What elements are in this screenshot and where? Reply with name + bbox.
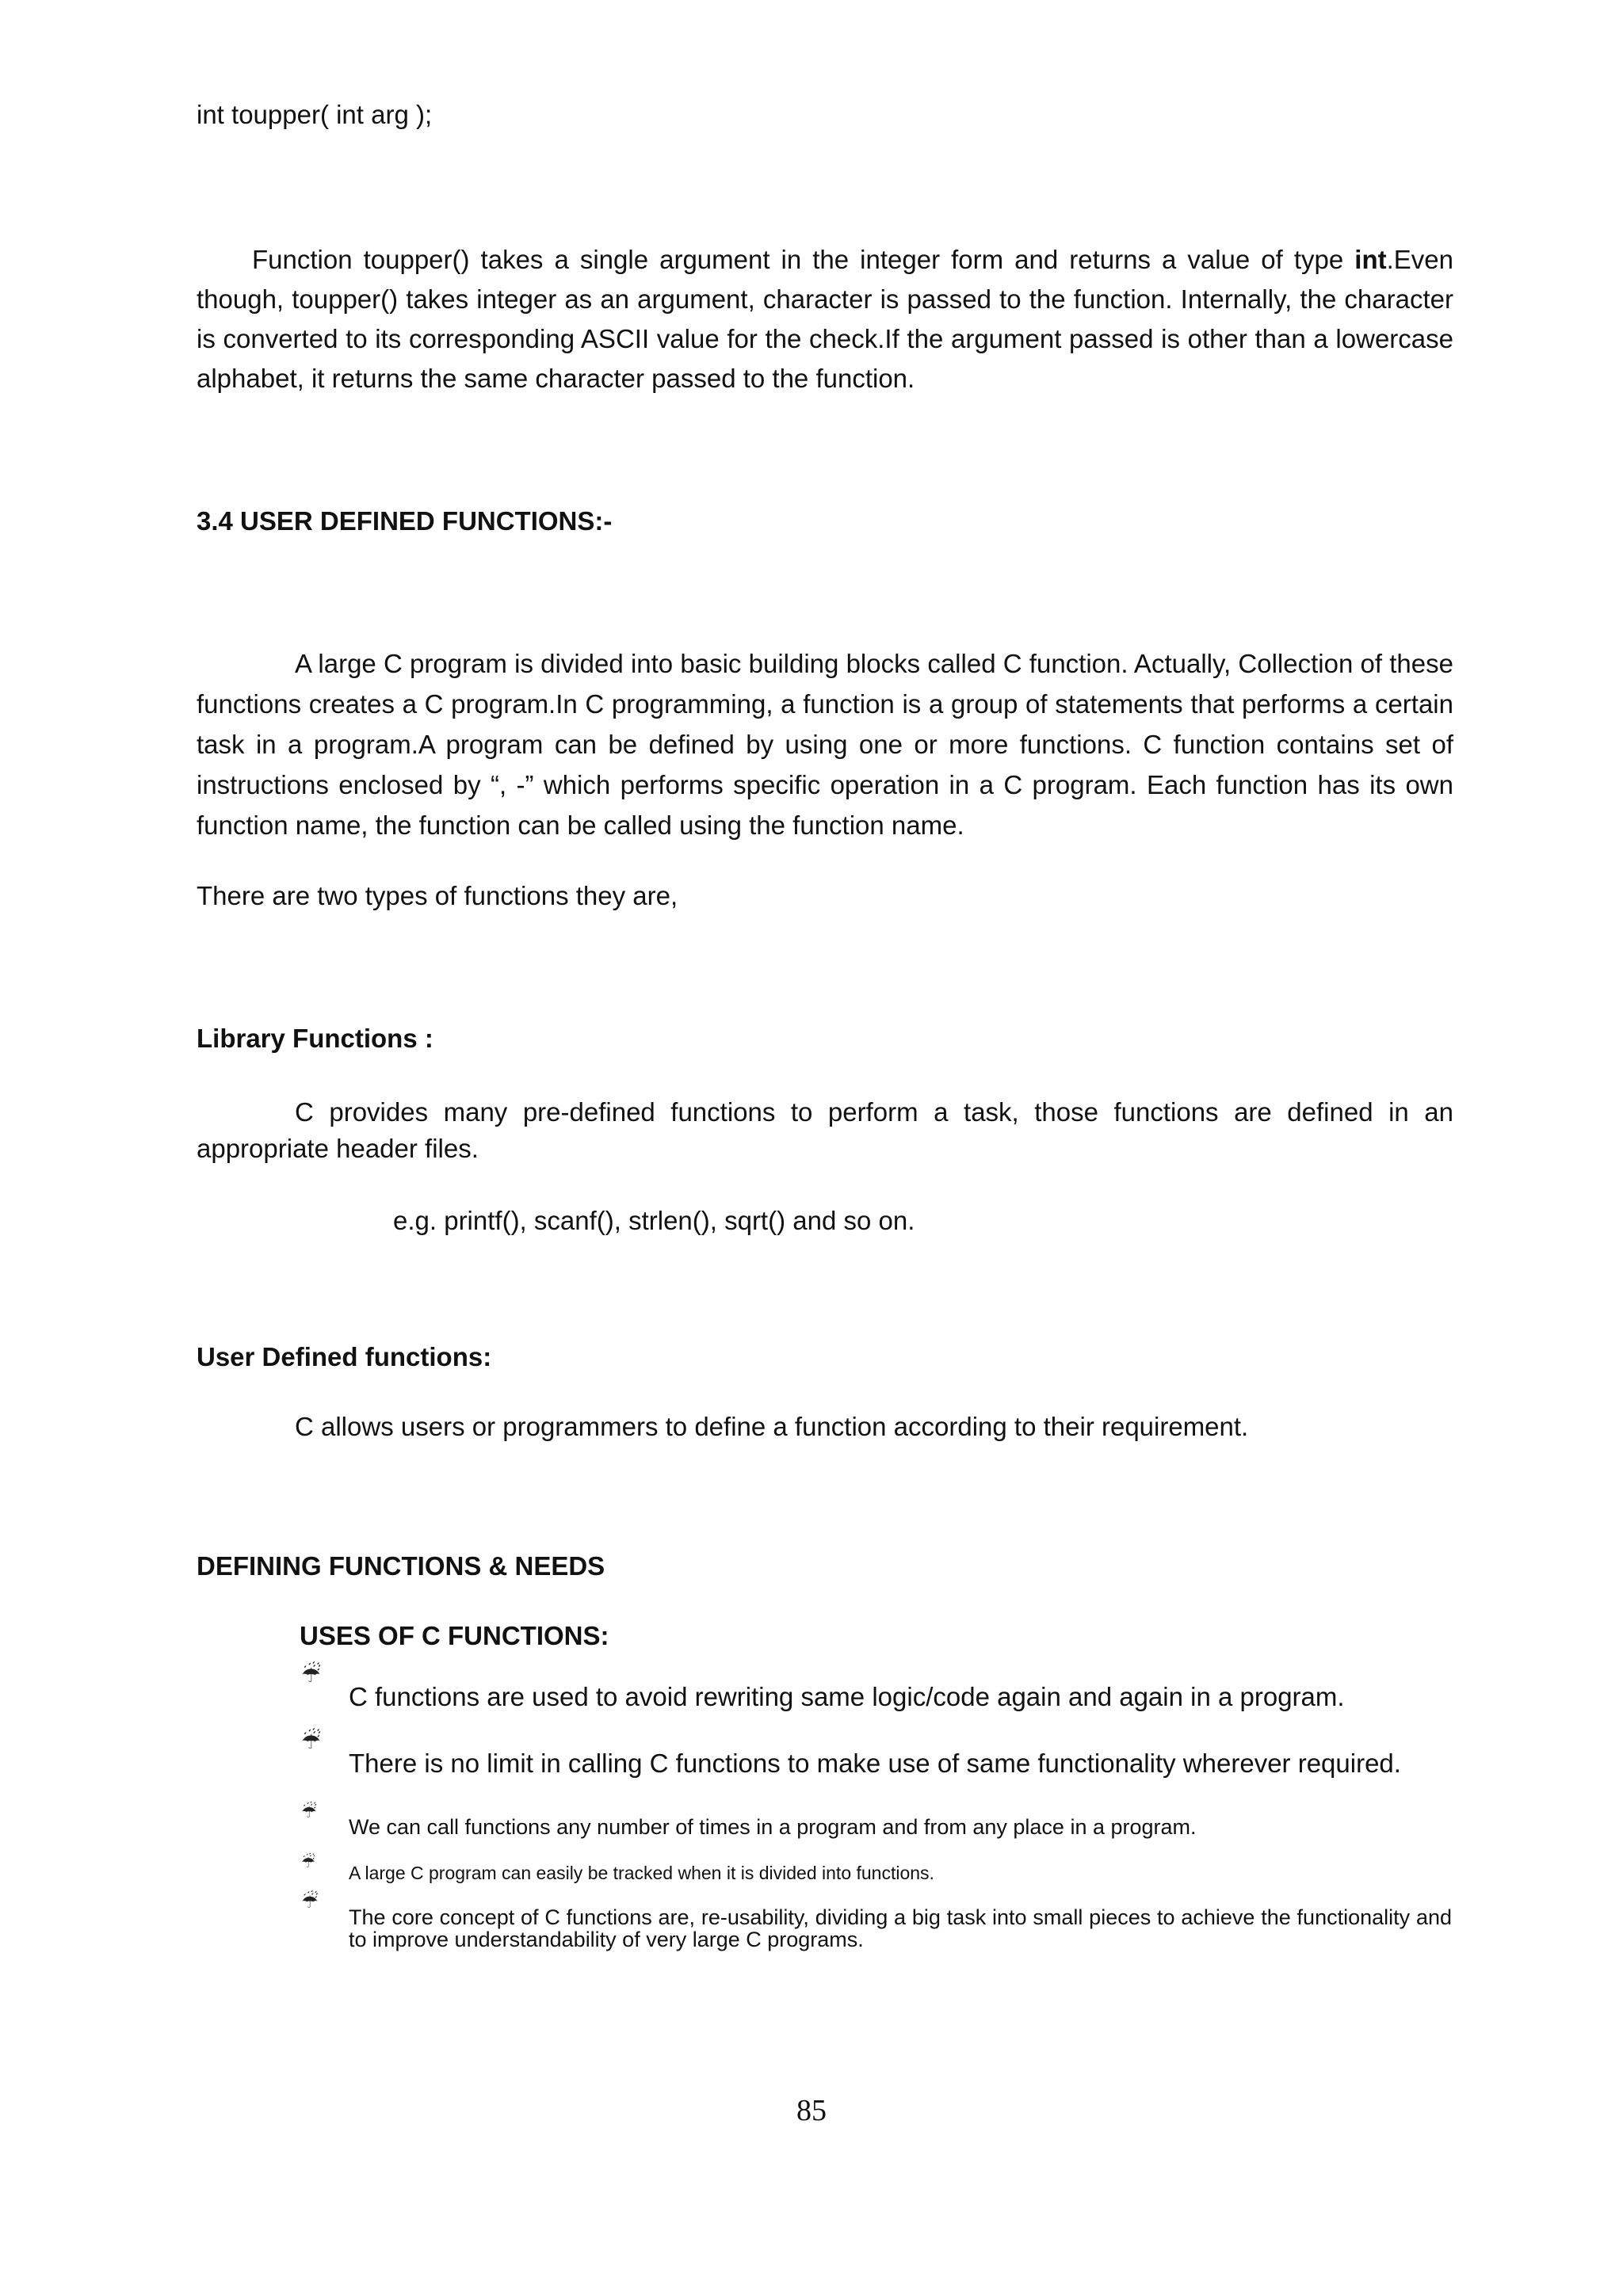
library-functions-example: e.g. printf(), scanf(), strlen(), sqrt() and so on. bbox=[393, 1206, 915, 1235]
list-item-text: The core concept of C functions are, re-usability, dividing a big task into small pieces to achieve the functionality and to improve understandability of very large C programs. bbox=[349, 1905, 1452, 1951]
list-item-text: C functions are used to avoid rewriting same logic/code again and again in a program. bbox=[349, 1682, 1345, 1711]
list-item bbox=[295, 1802, 1452, 1840]
user-defined-body: C allows users or programmers to define a function according to their requirement. bbox=[295, 1412, 1249, 1441]
defining-functions-heading: DEFINING FUNCTIONS & NEEDS bbox=[197, 1551, 605, 1581]
toupper-description bbox=[197, 240, 1453, 399]
toupper-description-bold: int bbox=[1354, 245, 1387, 274]
uses-heading: USES OF C FUNCTIONS: bbox=[300, 1621, 609, 1650]
umbrella-rain-icon: ☔ bbox=[301, 1852, 315, 1871]
uses-list bbox=[295, 1661, 1452, 1951]
list-item-text: There is no limit in calling C functions to make use of same functionality wherever required. bbox=[349, 1749, 1401, 1778]
toupper-description-lead: Function toupper() takes a single argument in the integer form and returns a value of type bbox=[252, 245, 1355, 274]
list-item bbox=[295, 1890, 1452, 1951]
umbrella-rain-icon: ☔ bbox=[301, 1802, 317, 1822]
user-defined-heading: User Defined functions: bbox=[197, 1342, 492, 1371]
umbrella-rain-icon: ☔ bbox=[301, 1728, 322, 1754]
library-functions-heading: Library Functions : bbox=[197, 1024, 433, 1053]
toupper-description-rest: .Even though, toupper() takes integer as an argument, character is passed to the function. Internally, the character is converted to its corresponding ASCII value for the check.If the argument passed is other than a lowercase alphabet, it returns the same character passed to the function. bbox=[197, 245, 1453, 393]
list-item bbox=[295, 1852, 1452, 1884]
types-line: There are two types of functions they are, bbox=[197, 881, 678, 910]
intro-paragraph: A large C program is divided into basic building blocks called C function. Actually, Collection of these functions creates a C program.In C programming, a function is a group of statements that performs a certain task in a program.A program can be defined by using one or more functions. C function contains set of instructions enclosed by “, -” which performs specific operation in a C program. Each function has its own function name, the function can be called using the function name. bbox=[197, 649, 1453, 840]
umbrella-rain-icon: ☔ bbox=[301, 1890, 319, 1913]
library-functions-body: C provides many pre-defined functions to perform a task, those functions are defined in an appropriate header files. bbox=[197, 1097, 1453, 1163]
list-item bbox=[295, 1661, 1452, 1713]
umbrella-rain-icon: ☔ bbox=[301, 1661, 322, 1688]
page-number: 85 bbox=[796, 2094, 827, 2127]
list-item bbox=[295, 1728, 1452, 1779]
list-item-text: A large C program can easily be tracked when it is divided into functions. bbox=[349, 1863, 934, 1883]
function-signature: int toupper( int arg ); bbox=[197, 100, 433, 129]
list-item-text: We can call functions any number of times in a program and from any place in a program. bbox=[349, 1815, 1197, 1839]
section-heading: 3.4 USER DEFINED FUNCTIONS:- bbox=[197, 506, 613, 536]
